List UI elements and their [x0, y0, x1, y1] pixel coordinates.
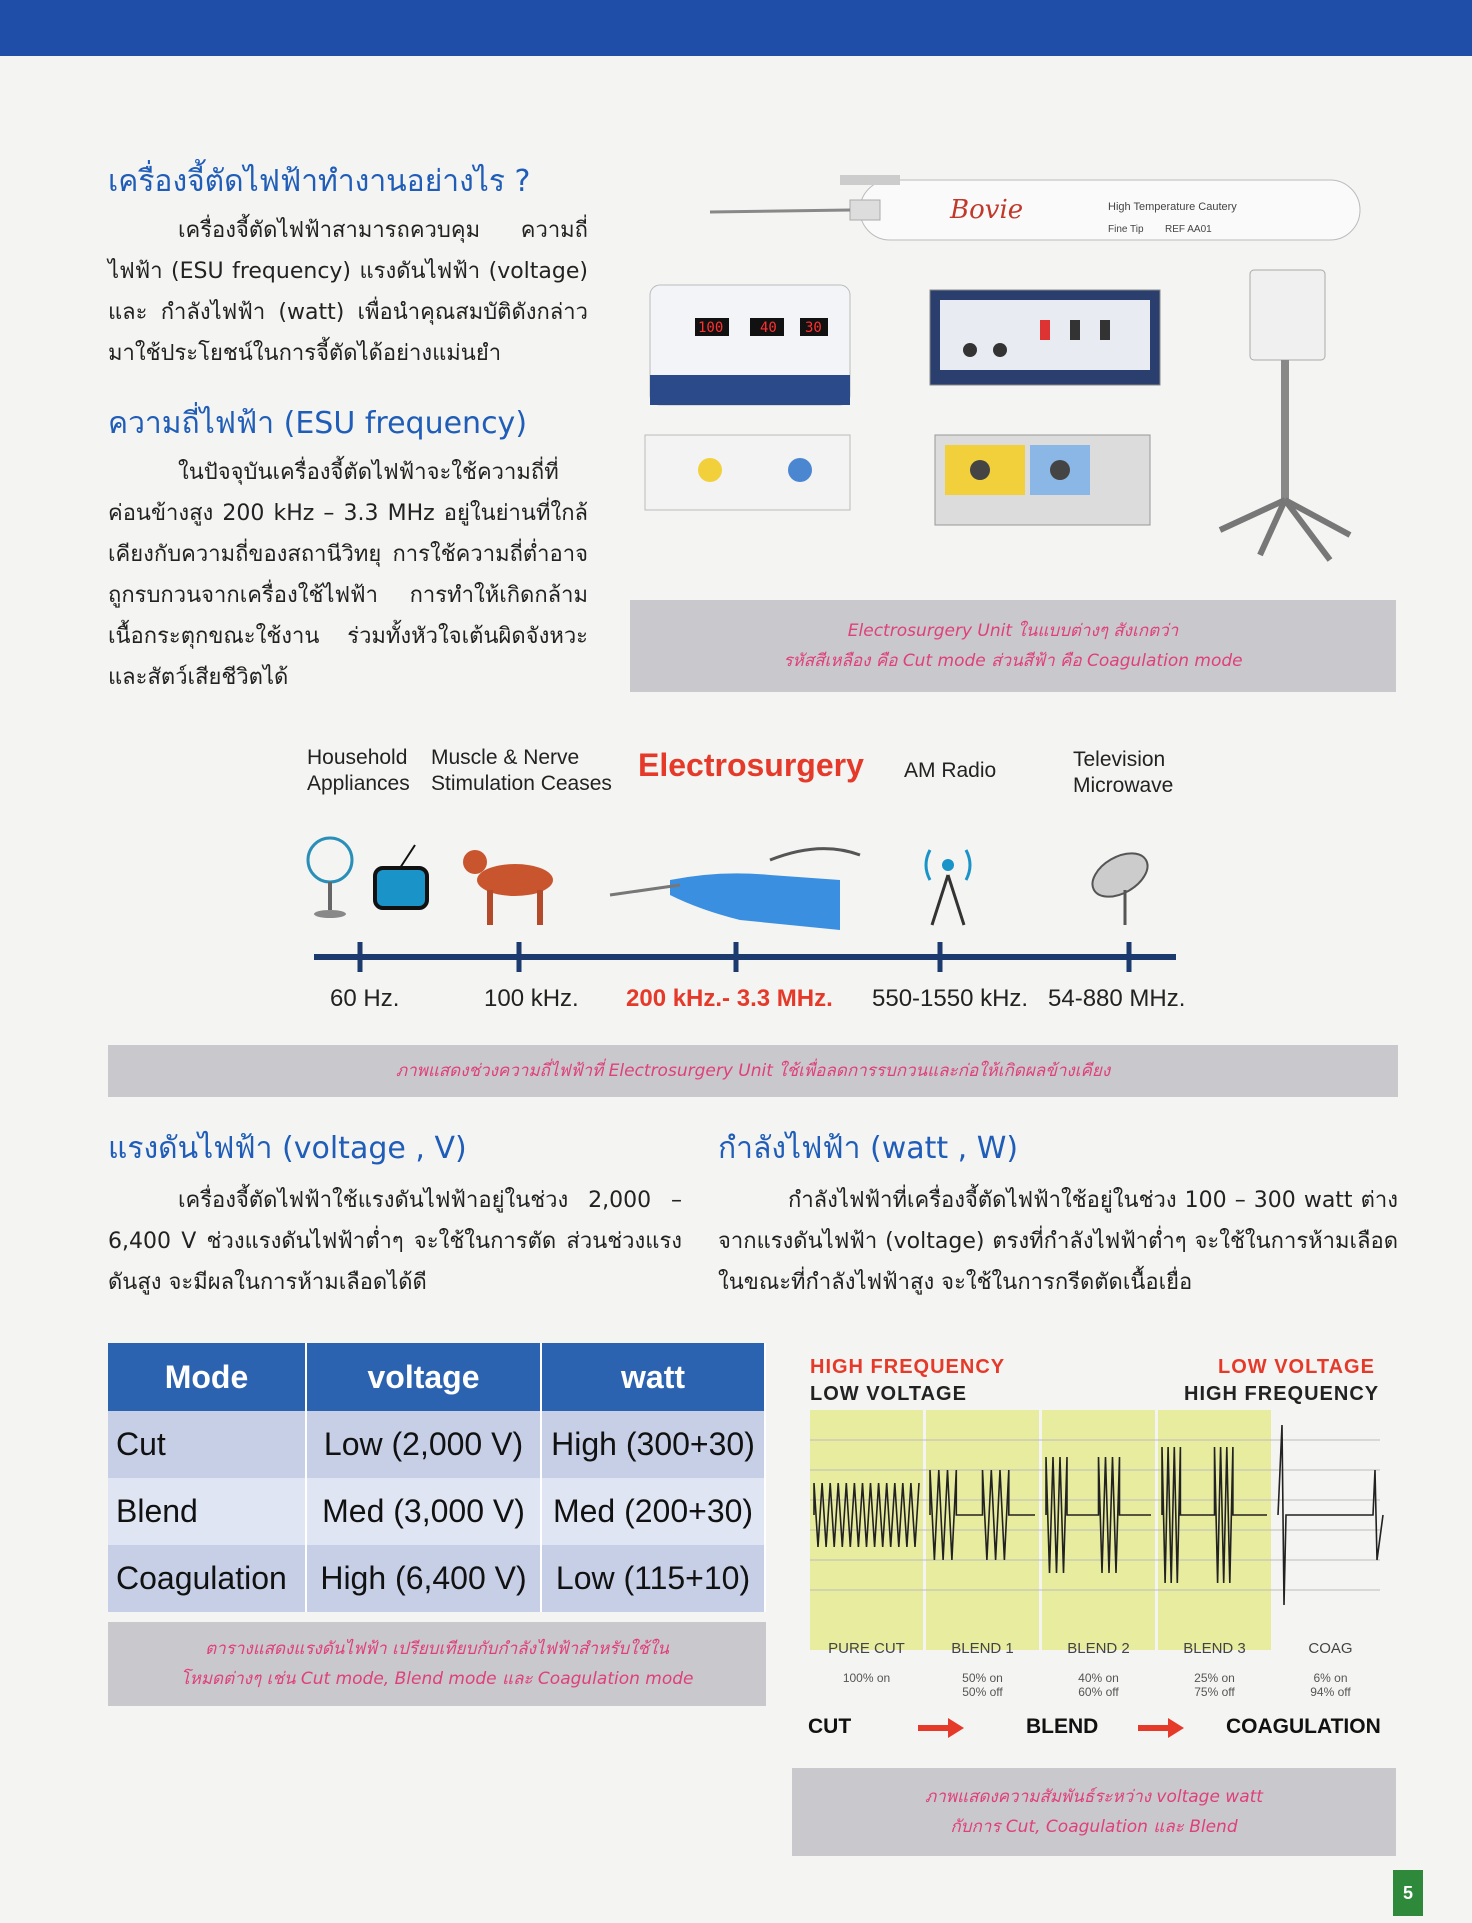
arrow-right-icon — [918, 1718, 964, 1738]
caption-waveform — [792, 1768, 1396, 1856]
flow-cut: CUT — [808, 1715, 852, 1738]
axis-label-am-range: 550-1550 kHz. — [872, 985, 1029, 1012]
axis-label-100khz: 100 kHz. — [484, 985, 579, 1012]
table-cell: Low (2,000 V) — [306, 1411, 541, 1478]
waveform-duty-on: 25% on — [1194, 1671, 1235, 1685]
display-2: 40 — [760, 320, 777, 336]
table-cell: Coagulation — [108, 1545, 306, 1612]
waveform-top-right-1: LOW VOLTAGE — [1218, 1356, 1375, 1378]
waveform-column-label: BLEND 1 — [951, 1640, 1014, 1657]
label-muscle-2: Stimulation Ceases — [431, 772, 612, 795]
dog-icon — [463, 850, 553, 925]
flow-blend: BLEND — [1026, 1715, 1099, 1738]
label-electrosurgery: Electrosurgery — [638, 747, 864, 783]
esu-unit-2-image — [930, 290, 1160, 385]
waveform-series — [1278, 1425, 1383, 1605]
label-household — [307, 745, 410, 797]
paragraph-voltage-text: เครื่องจี้ตัดไฟฟ้าใช้แรงดันไฟฟ้าอยู่ในช่วง 2,000 – 6,400 V ช่วงแรงดันไฟฟ้าต่ำๆ จะใช้ในการตัด ส่วนช่วงแรงดันสูง จะมีผลในการห้ามเลือดได้ดี — [108, 1188, 682, 1295]
waveform-duty-off: 60% off — [1078, 1685, 1119, 1699]
caption-table — [108, 1622, 766, 1706]
waveform-column-duty — [926, 1671, 1039, 1699]
arrow-right-icon — [1138, 1718, 1184, 1738]
caption-table-line1: ตารางแสดงแรงดันไฟฟ้า เปรียบเทียบกับกำลังไฟฟ้าสำหรับใช้ใน — [205, 1639, 669, 1659]
top-banner — [0, 0, 1472, 56]
caption-waveform-line1: ภาพแสดงความสัมพันธ์ระหว่าง voltage watt — [925, 1787, 1263, 1807]
pen-ref: REF AA01 — [1165, 224, 1212, 235]
table-cell: Med (200+30) — [541, 1478, 765, 1545]
heading-frequency: ความถี่ไฟฟ้า (ESU frequency) — [108, 406, 528, 441]
esu-unit-1-image — [650, 285, 850, 405]
table-row — [108, 1411, 765, 1478]
esu-unit-4-image — [935, 435, 1150, 525]
heading-voltage: แรงดันไฟฟ้า (voltage , V) — [108, 1131, 467, 1166]
label-household-1: Household — [307, 746, 408, 769]
paragraph-frequency-text: ในปัจจุบันเครื่องจี้ตัดไฟฟ้าจะใช้ความถี่ที่ค่อนข้างสูง 200 kHz – 3.3 MHz อยู่ในย่านที่ใกล้เคียงกับความถี่ของสถานีวิทยุ การใช้ความถี่ต่ำอาจถูกรบกวนจากเครื่องใช้ไฟฟ้า การทำให้เกิดกล้ามเนื้อกระตุกขณะใช้งาน ร่วมทั้งหัวใจเต้นผิดจังหวะและสัตว์เสียชีวิตได้ — [108, 460, 588, 690]
label-tv-1: Television — [1073, 748, 1166, 771]
paragraph-watt-text: กำลังไฟฟ้าที่เครื่องจี้ตัดไฟฟ้าใช้อยู่ในช่วง 100 – 300 watt ต่างจากแรงดันไฟฟ้า (voltage) ตรงที่กำลังไฟฟ้าต่ำๆ จะใช้ในการห้ามเลือด ในขณะที่กำลังไฟฟ้าสูง จะใช้ในการกรีดตัดเนื้อเยื่อ — [718, 1188, 1398, 1295]
waveform-duty-on: 100% on — [842, 1671, 891, 1685]
table-header: Mode — [108, 1343, 306, 1411]
bovie-pen-image — [710, 175, 1360, 240]
pen-line1: High Temperature Cautery — [1108, 201, 1237, 213]
label-muscle-1: Muscle & Nerve — [431, 746, 580, 769]
paragraph-how-it-works-text: เครื่องจี้ตัดไฟฟ้าสามารถควบคุม ความถี่ไฟฟ้า (ESU frequency) แรงดันไฟฟ้า (voltage) และ กำลังไฟฟ้า (watt) เพื่อนำคุณสมบัติดังกล่าวมาใช้ประโยชน์ในการจี้ตัดได้อย่างแม่นยำ — [108, 218, 588, 366]
waveform-column-duty — [810, 1671, 923, 1685]
pen-line2: Fine Tip — [1108, 224, 1144, 235]
radio-tower-icon — [926, 850, 970, 925]
waveform-top-left-1: HIGH FREQUENCY — [810, 1356, 1006, 1378]
devices-illustration — [640, 170, 1400, 590]
display-1: 100 — [698, 320, 724, 336]
waveform-column-duty — [1042, 1671, 1155, 1699]
waveform-column-label: PURE CUT — [828, 1640, 905, 1657]
waveform-chart — [800, 1410, 1390, 1650]
paragraph-voltage — [108, 1180, 682, 1303]
paragraph-watt — [718, 1180, 1398, 1303]
table-cell: Blend — [108, 1478, 306, 1545]
caption-devices-line1: Electrosurgery Unit ในแบบต่างๆ สังเกตว่า — [847, 621, 1179, 641]
label-tv-2: Microwave — [1073, 774, 1174, 797]
label-tv — [1073, 747, 1173, 799]
heading-watt: กำลังไฟฟ้า (watt , W) — [718, 1131, 1019, 1166]
table-row — [108, 1545, 765, 1612]
waveform-duty-off: 75% off — [1194, 1685, 1235, 1699]
caption-table-line2: โหมดต่างๆ เช่น Cut mode, Blend mode และ Coagulation mode — [180, 1669, 694, 1689]
table-header-row — [108, 1343, 765, 1411]
caption-devices — [630, 600, 1396, 692]
spectrum-axis — [300, 820, 1200, 980]
waveform-column-duty — [1274, 1671, 1387, 1699]
axis-label-tv-range: 54-880 MHz. — [1048, 985, 1186, 1012]
label-household-2: Appliances — [307, 772, 410, 795]
table-cell: High (300+30) — [541, 1411, 765, 1478]
esu-stand-unit-image — [1220, 270, 1350, 560]
waveform-top-right-2: HIGH FREQUENCY — [1184, 1383, 1380, 1405]
table-cell: Cut — [108, 1411, 306, 1478]
waveform-duty-off: 94% off — [1310, 1685, 1351, 1699]
waveform-duty-on: 50% on — [962, 1671, 1003, 1685]
waveform-duty-on: 6% on — [1313, 1671, 1348, 1685]
flow-coagulation: COAGULATION — [1226, 1715, 1381, 1738]
waveform-column-label: COAG — [1308, 1640, 1353, 1657]
table-cell: Low (115+10) — [541, 1545, 765, 1612]
fan-icon — [308, 838, 352, 918]
tv-icon — [375, 845, 427, 908]
page-number: 5 — [1393, 1870, 1423, 1916]
gloved-hand-icon — [610, 849, 860, 930]
waveform-top-left-2: LOW VOLTAGE — [810, 1383, 967, 1405]
modes-table — [108, 1343, 766, 1612]
table-header: watt — [541, 1343, 765, 1411]
paragraph-how-it-works — [108, 210, 588, 374]
caption-spectrum: ภาพแสดงช่วงความถี่ไฟฟ้าที่ Electrosurgery Unit ใช้เพื่อลดการรบกวนและก่อให้เกิดผลข้างเคียง — [108, 1045, 1398, 1097]
waveform-column-label: BLEND 3 — [1183, 1640, 1246, 1657]
esu-unit-3-image — [645, 435, 850, 510]
table-cell: Med (3,000 V) — [306, 1478, 541, 1545]
label-am-radio: AM Radio — [904, 759, 997, 782]
caption-waveform-line2: กับการ Cut, Coagulation และ Blend — [950, 1817, 1238, 1837]
paragraph-frequency — [108, 452, 588, 698]
table-row — [108, 1478, 765, 1545]
axis-label-electrosurgery-range: 200 kHz.- 3.3 MHz. — [626, 985, 833, 1012]
heading-how-it-works: เครื่องจี้ตัดไฟฟ้าทำงานอย่างไร ? — [108, 164, 531, 199]
label-muscle — [431, 745, 612, 797]
table-cell: High (6,400 V) — [306, 1545, 541, 1612]
waveform-column-label: BLEND 2 — [1067, 1640, 1130, 1657]
caption-devices-line2: รหัสสีเหลือง คือ Cut mode ส่วนสีฟ้า คือ Coagulation mode — [783, 651, 1243, 671]
pen-brand: Bovie — [950, 195, 1024, 225]
waveform-duty-off: 50% off — [962, 1685, 1003, 1699]
waveform-column-duty — [1158, 1671, 1271, 1699]
display-3: 30 — [805, 320, 822, 336]
satellite-dish-icon — [1085, 844, 1155, 925]
axis-label-60hz: 60 Hz. — [330, 985, 400, 1012]
table-header: voltage — [306, 1343, 541, 1411]
waveform-duty-on: 40% on — [1078, 1671, 1119, 1685]
